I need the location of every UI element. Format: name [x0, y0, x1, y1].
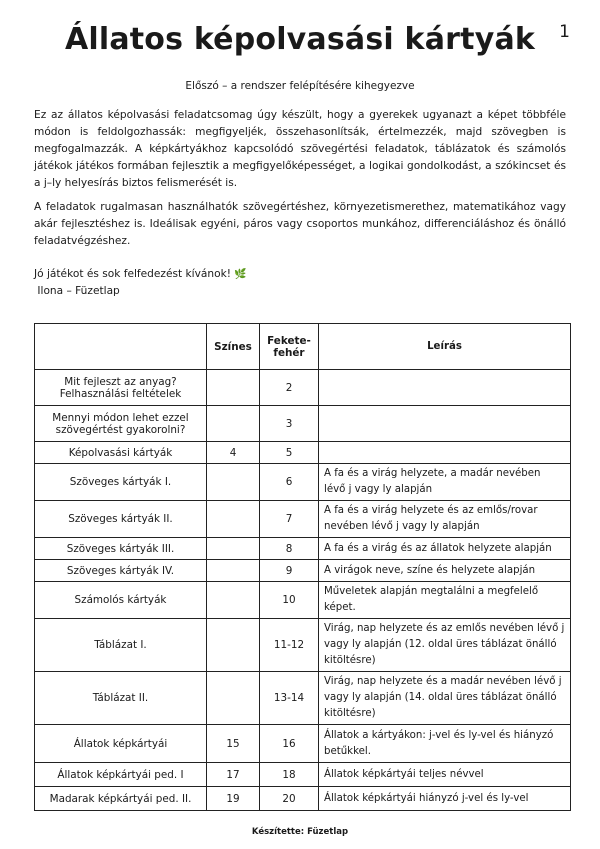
contents-table — [34, 323, 571, 811]
row-name: Képolvasási kártyák — [35, 442, 207, 464]
table-header-row — [35, 324, 571, 370]
row-bw-page: 5 — [260, 442, 319, 464]
row-description: Műveletek alapján megtalálni a megfelelő képet. — [319, 582, 571, 619]
row-name: Szöveges kártyák III. — [35, 538, 207, 560]
leaf-icon: 🌿 — [234, 269, 247, 280]
row-bw-page: 16 — [260, 725, 319, 763]
row-bw-page: 11-12 — [260, 619, 319, 672]
row-name: Szöveges kártyák II. — [35, 501, 207, 538]
row-bw-page: 10 — [260, 582, 319, 619]
header-description: Leírás — [319, 324, 571, 370]
closing-block — [34, 266, 247, 299]
page-title: Állatos képolvasási kártyák — [64, 22, 536, 57]
row-color-page: 17 — [207, 763, 260, 787]
row-name: Állatok képkártyái ped. I — [35, 763, 207, 787]
row-description: Állatok képkártyái hiányzó j-vel és ly-vel — [319, 787, 571, 811]
intro-paragraph-1: Ez az állatos képolvasási feladatcsomag úgy készült, hogy a gyerekek ugyanazt a képet többféle módon is feldolgozhassák: megfigyeljék, összehasonlítsák, értelmezzék, majd szövegben is megfogalmazzák. A képkártyákhoz kapcsolódó szövegértési feladatok, táblázatok és számolós játékok játékos formában fejlesztik a megfigyelőképességet, a logikai gondolkodást, a szókincset és a j–ly helyesírás biztos felismerését is. — [34, 109, 566, 189]
signature: Ilona – Füzetlap — [37, 285, 120, 297]
table-row — [35, 672, 571, 725]
header-name — [35, 324, 207, 370]
table-row — [35, 501, 571, 538]
row-name: Mit fejleszt az anyag? Felhasználási feltételek — [35, 370, 207, 406]
intro-paragraph-2: A feladatok rugalmasan használhatók szövegértéshez, környezetismerethez, matematikához vagy akár fejlesztéshez is. Ideálisak egyéni, páros vagy csoportos munkához, differenciáláshoz és önálló feladatvégzéshez. — [34, 201, 566, 247]
row-color-page — [207, 560, 260, 582]
row-color-page — [207, 370, 260, 406]
row-color-page: 15 — [207, 725, 260, 763]
intro-text — [34, 107, 566, 257]
row-bw-page: 18 — [260, 763, 319, 787]
row-color-page: 4 — [207, 442, 260, 464]
row-description: Állatok képkártyái teljes névvel — [319, 763, 571, 787]
page-subtitle: Előszó – a rendszer felépítésére kihegyezve — [185, 80, 415, 92]
row-color-page — [207, 464, 260, 501]
row-description: A virágok neve, színe és helyzete alapján — [319, 560, 571, 582]
row-description — [319, 406, 571, 442]
row-color-page — [207, 672, 260, 725]
row-color-page — [207, 406, 260, 442]
table-row — [35, 464, 571, 501]
row-description — [319, 442, 571, 464]
row-name: Állatok képkártyái — [35, 725, 207, 763]
table-row — [35, 442, 571, 464]
row-color-page — [207, 582, 260, 619]
row-name: Szöveges kártyák I. — [35, 464, 207, 501]
row-color-page — [207, 538, 260, 560]
row-description: Állatok a kártyákon: j-vel és ly-vel és hiányzó betűkkel. — [319, 725, 571, 763]
row-name: Számolós kártyák — [35, 582, 207, 619]
table-row — [35, 560, 571, 582]
table-row — [35, 370, 571, 406]
row-description: A fa és a virág helyzete és az emlős/rovar nevében lévő j vagy ly alapján — [319, 501, 571, 538]
row-name: Mennyi módon lehet ezzel szövegértést gyakorolni? — [35, 406, 207, 442]
row-bw-page: 9 — [260, 560, 319, 582]
row-description: A fa és a virág helyzete, a madár nevében lévő j vagy ly alapján — [319, 464, 571, 501]
row-description: A fa és a virág és az állatok helyzete alapján — [319, 538, 571, 560]
header-color: Színes — [207, 324, 260, 370]
table-row — [35, 582, 571, 619]
row-color-page: 19 — [207, 787, 260, 811]
row-description: Virág, nap helyzete és a madár nevében lévő j vagy ly alapján (14. oldal üres táblázat önálló kitöltésre) — [319, 672, 571, 725]
row-name: Táblázat I. — [35, 619, 207, 672]
row-color-page — [207, 501, 260, 538]
row-name: Táblázat II. — [35, 672, 207, 725]
row-bw-page: 8 — [260, 538, 319, 560]
row-bw-page: 7 — [260, 501, 319, 538]
row-bw-page: 2 — [260, 370, 319, 406]
footer-credit: Készítette: Füzetlap — [251, 827, 349, 837]
row-bw-page: 13-14 — [260, 672, 319, 725]
row-bw-page: 6 — [260, 464, 319, 501]
table-body — [35, 370, 571, 811]
header-bw: Fekete-fehér — [260, 324, 319, 370]
row-name: Madarak képkártyái ped. II. — [35, 787, 207, 811]
table-row — [35, 619, 571, 672]
table-row — [35, 725, 571, 763]
row-bw-page: 20 — [260, 787, 319, 811]
row-bw-page: 3 — [260, 406, 319, 442]
closing-wish: Jó játékot és sok felfedezést kívánok! — [34, 268, 231, 280]
table-row — [35, 787, 571, 811]
table-row — [35, 763, 571, 787]
row-color-page — [207, 619, 260, 672]
row-name: Szöveges kártyák IV. — [35, 560, 207, 582]
table-row — [35, 406, 571, 442]
table-row — [35, 538, 571, 560]
page-number: 1 — [559, 22, 570, 42]
row-description: Virág, nap helyzete és az emlős nevében lévő j vagy ly alapján (12. oldal üres táblázat önálló kitöltésre) — [319, 619, 571, 672]
row-description — [319, 370, 571, 406]
